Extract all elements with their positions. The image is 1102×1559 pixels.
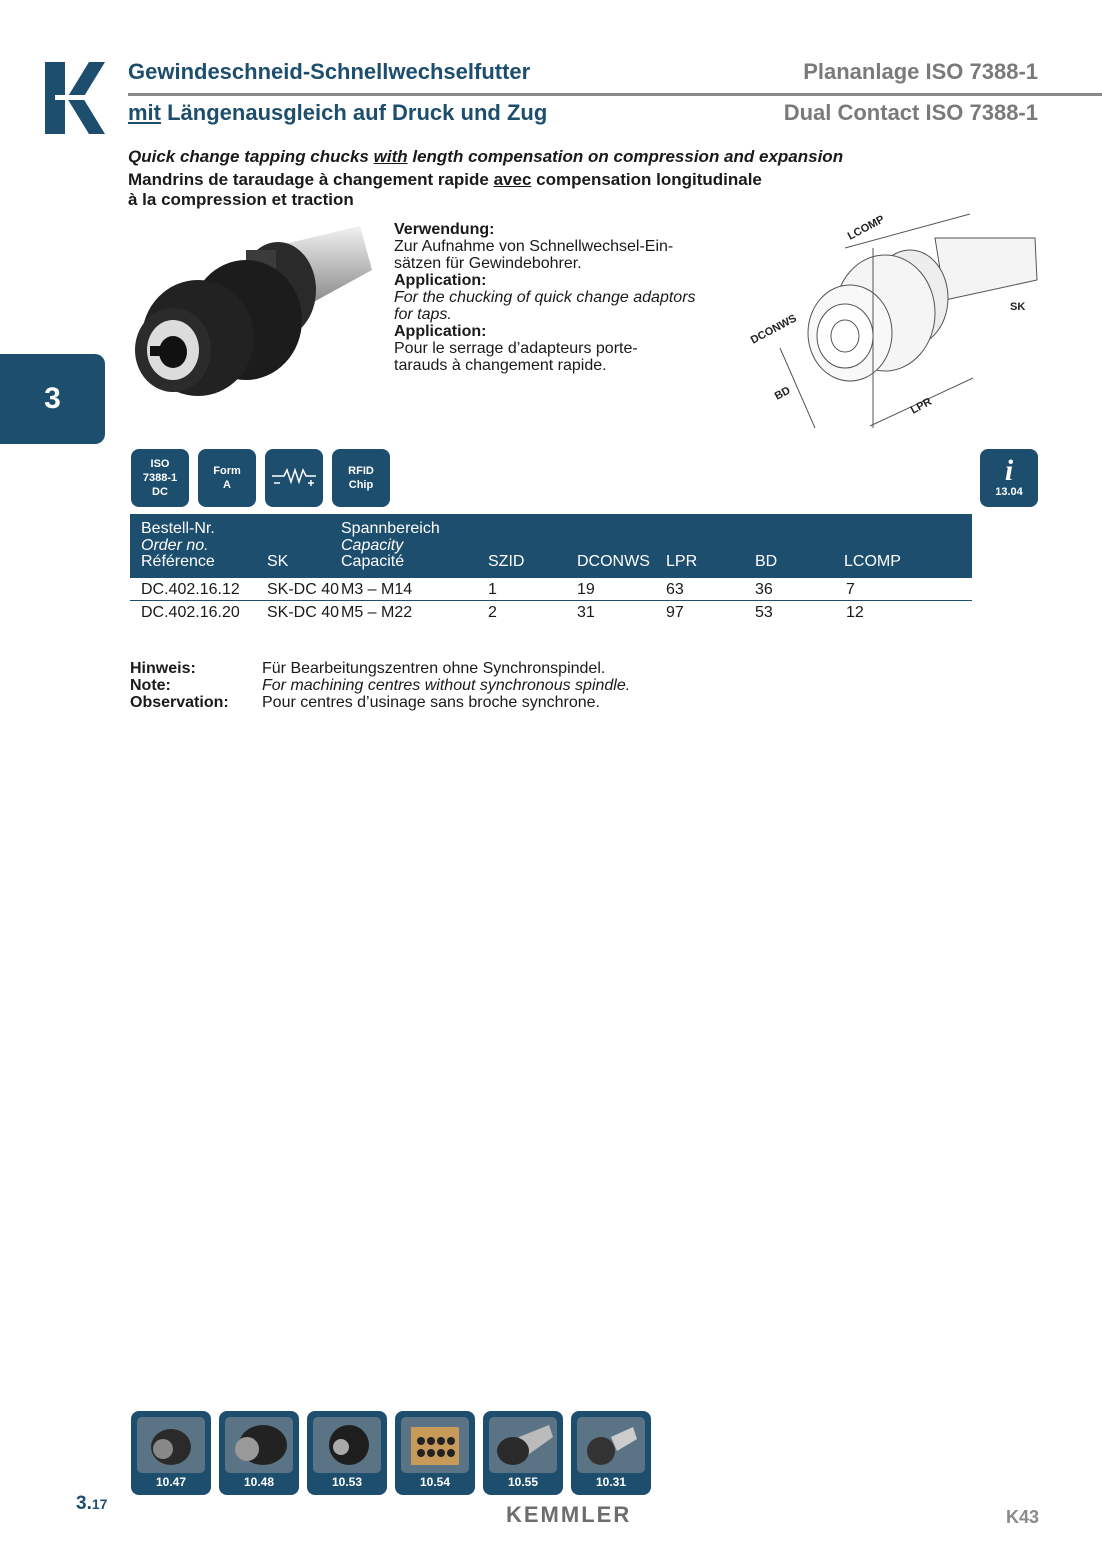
diagram-label-lcomp: LCOMP xyxy=(845,213,887,243)
accessory-image xyxy=(577,1417,645,1473)
info-ref: 13.04 xyxy=(995,486,1023,498)
usage-de-text1: Zur Aufnahme von Schnellwechsel-Ein- xyxy=(394,238,674,255)
cell-order: DC.402.16.20 xyxy=(141,604,240,621)
cell-sk: SK-DC 40 xyxy=(267,581,340,598)
form-badge xyxy=(198,449,256,507)
usage-en-text2: for taps. xyxy=(394,306,452,323)
spring-icon xyxy=(270,467,318,489)
accessory-label: 10.53 xyxy=(331,1475,363,1489)
cell-bd: 36 xyxy=(755,581,773,598)
title-de-line1: Gewindeschneid-Schnellwechselfutter xyxy=(128,59,531,84)
usage-fr-text1: Pour le serrage d’adapteurs porte- xyxy=(394,340,638,357)
title-de-line2-rest: Längenausgleich auf Druck und Zug xyxy=(161,100,548,125)
th-bd: BD xyxy=(755,553,778,570)
subtitle-en-underlined: with xyxy=(373,147,408,166)
cell-capacity: M3 – M14 xyxy=(341,581,413,598)
subtitle-fr xyxy=(128,170,762,210)
table-row xyxy=(130,578,972,600)
th-lpr: LPR xyxy=(666,553,698,570)
info-icon: i xyxy=(1004,454,1014,487)
note-text-de: Für Bearbeitungszentren ohne Synchronspindel. xyxy=(262,660,606,677)
th-order-fr: Référence xyxy=(141,553,215,570)
diagram-label-dconws: DCONWS xyxy=(748,312,799,347)
dimension-diagram xyxy=(745,208,1050,438)
page-number-sub: 17 xyxy=(91,1496,108,1512)
accessory-link-5[interactable] xyxy=(483,1411,563,1495)
diagram-label-sk: SK xyxy=(1010,301,1026,313)
accessory-link-4[interactable] xyxy=(395,1411,475,1495)
accessory-label: 10.31 xyxy=(595,1475,627,1489)
cell-dconws: 19 xyxy=(577,581,595,598)
th-dconws: DCONWS xyxy=(577,553,650,570)
cell-szid: 2 xyxy=(488,604,497,621)
th-order-en: Order no. xyxy=(141,536,209,554)
iso-badge xyxy=(131,449,189,507)
table-row xyxy=(130,601,972,623)
th-capacity-de: Spannbereich xyxy=(341,520,440,537)
note-label-en: Note: xyxy=(130,677,171,694)
cell-lpr: 97 xyxy=(666,604,684,621)
cell-capacity: M5 – M22 xyxy=(341,604,413,621)
accessory-link-3[interactable] xyxy=(307,1411,387,1495)
th-order xyxy=(141,521,215,571)
accessory-label: 10.54 xyxy=(419,1475,451,1489)
accessory-link-1[interactable] xyxy=(131,1411,211,1495)
info-badge[interactable] xyxy=(980,449,1038,507)
cell-lpr: 63 xyxy=(666,581,684,598)
page-number xyxy=(76,1493,107,1515)
rfid-badge-l2: Chip xyxy=(348,479,374,491)
cell-sk: SK-DC 40 xyxy=(267,604,340,621)
iso-badge-l1: ISO xyxy=(150,458,170,470)
form-badge-l1: Form xyxy=(213,465,241,477)
subtitle-en xyxy=(128,147,843,167)
subtitle-fr-post: compensation longitudinale xyxy=(531,170,762,189)
page-number-main: 3. xyxy=(76,1493,92,1514)
th-order-de: Bestell-Nr. xyxy=(141,520,215,537)
title-underlined-word: mit xyxy=(128,100,161,125)
iso-badge-l3: DC xyxy=(152,486,168,498)
subtitle-en-post: length compensation on compression and expansion xyxy=(407,147,844,166)
accessory-label: 10.55 xyxy=(507,1475,539,1489)
usage-fr-text2: tarauds à changement rapide. xyxy=(394,357,607,374)
kemmler-logo xyxy=(45,62,105,134)
note-text-en: For machining centres without synchronous spindle. xyxy=(262,677,631,694)
accessory-image xyxy=(489,1417,557,1473)
accessory-link-6[interactable] xyxy=(571,1411,651,1495)
subtitle-fr-line2: à la compression et traction xyxy=(128,190,354,209)
cell-lcomp: 7 xyxy=(846,581,855,598)
page-code: K43 xyxy=(1005,1507,1039,1527)
rfid-badge-l1: RFID xyxy=(348,465,374,477)
usage-de-label: Verwendung: xyxy=(394,221,495,238)
usage-text xyxy=(394,221,724,374)
usage-de-text2: sätzen für Gewindebohrer. xyxy=(394,255,582,272)
cell-lcomp: 12 xyxy=(846,604,864,621)
th-capacity-fr: Capacité xyxy=(341,553,405,570)
form-badge-l2: A xyxy=(223,479,231,491)
cell-order: DC.402.16.12 xyxy=(141,581,240,598)
brand-name: KEMMLER xyxy=(506,1502,632,1527)
subtitle-en-pre: Quick change tapping chucks xyxy=(128,147,374,166)
th-sk: SK xyxy=(267,553,289,570)
note-texts xyxy=(262,660,630,711)
th-lcomp: LCOMP xyxy=(844,553,901,570)
diagram-label-lpr: LPR xyxy=(908,395,934,417)
rfid-badge xyxy=(332,449,390,507)
usage-en-label: Application: xyxy=(394,272,487,289)
accessory-image xyxy=(313,1417,381,1473)
note-label-de: Hinweis: xyxy=(130,660,196,677)
table-header xyxy=(130,514,972,578)
th-capacity xyxy=(341,521,440,571)
cell-bd: 53 xyxy=(755,604,773,621)
diagram-label-bd: BD xyxy=(772,384,793,403)
accessory-image xyxy=(137,1417,205,1473)
cell-dconws: 31 xyxy=(577,604,595,621)
header-right-line2: Dual Contact ISO 7388-1 xyxy=(783,100,1038,125)
title-de-line2 xyxy=(128,100,547,126)
th-szid: SZID xyxy=(488,553,525,570)
header-right-line1: Plananlage ISO 7388-1 xyxy=(803,59,1038,84)
accessory-image xyxy=(225,1417,293,1473)
note-label-fr: Observation: xyxy=(130,694,229,711)
chapter-tab[interactable]: 3 xyxy=(0,354,105,444)
cell-szid: 1 xyxy=(488,581,497,598)
iso-badge-l2: 7388-1 xyxy=(142,472,178,484)
th-capacity-en: Capacity xyxy=(341,536,404,554)
product-photo xyxy=(128,220,383,410)
accessory-label: 10.48 xyxy=(243,1475,275,1489)
note-text-fr: Pour centres d’usinage sans broche synchrone. xyxy=(262,694,600,711)
accessory-link-2[interactable] xyxy=(219,1411,299,1495)
header-rule xyxy=(128,93,1102,96)
accessory-image xyxy=(401,1417,469,1473)
usage-en-text1: For the chucking of quick change adaptors xyxy=(394,289,696,306)
note-labels xyxy=(130,660,229,711)
subtitle-fr-underlined: avec xyxy=(493,170,532,189)
length-compensation-badge xyxy=(265,449,323,507)
subtitle-fr-pre: Mandrins de taraudage à changement rapide xyxy=(128,170,494,189)
accessory-label: 10.47 xyxy=(155,1475,187,1489)
usage-fr-label: Application: xyxy=(394,323,487,340)
